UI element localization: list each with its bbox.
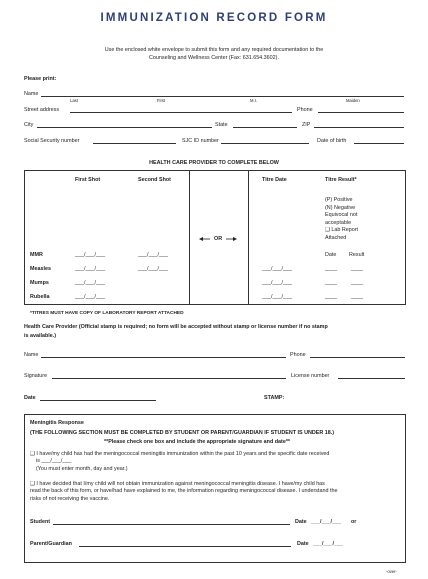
provider-heading-line-2: is available.)	[24, 333, 57, 339]
option-2-line-1: ❑ I have decided that I/my child will not obtain immunization against meningococcal meningitis disease. I have/my child has	[30, 481, 325, 487]
meningitis-title: Meningitis Response	[30, 420, 84, 426]
col-titre-date: Titre Date	[262, 177, 287, 183]
meningitis-option-1[interactable]	[30, 451, 329, 473]
rubella-first-shot[interactable]: ___/___/___	[75, 294, 105, 300]
sjc-id-label: SJC ID number	[182, 138, 219, 144]
measles-titre-result[interactable]: ____	[351, 266, 363, 272]
provider-heading	[24, 323, 409, 341]
city-label: City	[24, 122, 34, 128]
intro-line-2: Counseling and Wellness Center (Fax: 631.654.3602).	[149, 55, 279, 61]
name-label: Name	[24, 91, 39, 97]
name-sub-first: First	[157, 98, 166, 103]
zip-label: ZIP	[302, 122, 311, 128]
street-address-field[interactable]	[70, 112, 292, 113]
parent-date-field[interactable]: ___/___/___	[313, 541, 343, 547]
phone-label: Phone	[297, 107, 313, 113]
or-connector: or	[351, 519, 357, 525]
provider-table-heading: HEALTH CARE PROVIDER TO COMPLETE BELOW	[149, 160, 279, 166]
mmr-first-shot[interactable]: ___/___/___	[75, 252, 105, 258]
state-label: State	[215, 122, 228, 128]
intro-text	[40, 46, 388, 62]
provider-phone-field[interactable]	[310, 357, 405, 358]
provider-name-field[interactable]	[41, 357, 286, 358]
measles-second-shot[interactable]: ___/___/___	[138, 266, 168, 272]
ssn-field[interactable]	[93, 143, 176, 144]
titres-footnote: *TITRES MUST HAVE COPY OF LABORATORY REPORT ATTACHED	[30, 311, 184, 316]
provider-date-field[interactable]	[40, 400, 156, 401]
row-measles-label: Measles	[30, 266, 51, 272]
student-date-label: Date	[295, 519, 307, 525]
row-mumps-label: Mumps	[30, 280, 49, 286]
name-sub-mi: M.I.	[250, 98, 257, 103]
street-address-label: Street address	[24, 107, 60, 113]
result-col-label: Result	[349, 252, 365, 258]
dob-label: Date of birth	[317, 138, 347, 144]
parent-guardian-signature-field[interactable]	[79, 546, 291, 547]
option-2-line-3: risks of not receiving the vaccine.	[30, 495, 110, 502]
measles-titre-date-blank[interactable]: ____	[325, 266, 337, 272]
table-divider-1	[189, 170, 190, 305]
lab-report-checkbox[interactable]: ❑ Lab Report	[325, 227, 359, 234]
license-number-label: License number	[291, 373, 330, 379]
state-field[interactable]	[233, 127, 297, 128]
city-field[interactable]	[37, 127, 212, 128]
ssn-label: Social Security number	[24, 138, 80, 144]
rubella-titre-date[interactable]: ___/___/___	[262, 294, 292, 300]
mumps-titre-date-blank[interactable]: ____	[325, 280, 337, 286]
result-option: Equivocal not	[325, 212, 358, 219]
date-col-label: Date	[325, 252, 337, 258]
student-date-field[interactable]: ___/___/___	[311, 519, 341, 525]
mumps-first-shot[interactable]: ___/___/___	[75, 280, 105, 286]
mumps-titre-date[interactable]: ___/___/___	[262, 280, 292, 286]
result-option: Attached	[325, 234, 347, 241]
option-1-line-2[interactable]: is ___/___/___	[36, 458, 72, 465]
parent-guardian-label: Parent/Guardian	[30, 541, 72, 547]
intro-line-1: Use the enclosed white envelope to submit this form and any required documentation to the	[104, 47, 324, 53]
or-label: OR	[214, 236, 223, 242]
provider-name-label: Name	[24, 352, 39, 358]
meningitis-instruction: (THE FOLLOWING SECTION MUST BE COMPLETED BY STUDENT OR PARENT/GUARDIAN IF STUDENT IS UNDER 18.)	[30, 430, 335, 436]
provider-heading-line-1: Health Care Provider (Official stamp is required; no form will be accepted without stamp or license number if no stamp	[24, 324, 328, 330]
meningitis-option-2[interactable]	[30, 481, 337, 503]
col-first-shot: First Shot	[75, 177, 101, 183]
measles-first-shot[interactable]: ___/___/___	[75, 266, 105, 272]
parent-date-label: Date	[297, 541, 309, 547]
signature-field[interactable]	[52, 378, 286, 379]
row-mmr-label: MMR	[30, 252, 43, 258]
option-1-line-1: ❑ I have/my child has had the meningococcal meningitis immunization within the past 10 years and the specific date received	[30, 451, 330, 457]
signature-label: Signature	[24, 373, 48, 379]
option-1-line-3: (You must enter month, day and year.)	[36, 465, 128, 472]
license-number-field[interactable]	[338, 378, 405, 379]
please-print-label: Please print:	[24, 76, 57, 82]
measles-titre-date[interactable]: ___/___/___	[262, 266, 292, 272]
phone-field[interactable]	[318, 112, 404, 113]
rubella-titre-date-blank[interactable]: ____	[325, 294, 337, 300]
student-signature-field[interactable]	[53, 524, 290, 525]
titre-result-options	[325, 197, 358, 243]
col-second-shot: Second Shot	[138, 177, 171, 183]
name-field[interactable]	[41, 96, 404, 97]
name-sub-last: Last	[70, 98, 78, 103]
option-2-line-2: read the back of this form, or have/had have explained to me, the information regarding meningococcal disease. I understand the	[30, 488, 338, 495]
meningitis-check-note: **Please check one box and include the appropriate signature and date**	[104, 439, 291, 445]
dob-field[interactable]	[354, 143, 404, 144]
provider-phone-label: Phone	[290, 352, 306, 358]
student-label: Student	[30, 519, 51, 525]
stamp-label: STAMP:	[264, 395, 285, 401]
sjc-id-field[interactable]	[221, 143, 309, 144]
rubella-titre-result[interactable]: ____	[351, 294, 363, 300]
result-option: (N) Negative	[325, 204, 356, 211]
result-option: (P) Positive	[325, 197, 353, 203]
zip-field[interactable]	[314, 127, 404, 128]
table-divider-2	[248, 170, 249, 305]
provider-date-label: Date	[24, 395, 36, 401]
mumps-titre-result[interactable]: ____	[351, 280, 363, 286]
col-titre-result: Titre Result*	[325, 177, 357, 183]
name-sub-maiden: Maiden	[346, 98, 360, 103]
row-rubella-label: Rubella	[30, 294, 50, 300]
form-title: IMMUNIZATION RECORD FORM	[100, 12, 328, 24]
mmr-second-shot[interactable]: ___/___/___	[138, 252, 168, 258]
result-option: acceptable	[325, 219, 352, 226]
over-indicator: -over-	[386, 569, 397, 574]
